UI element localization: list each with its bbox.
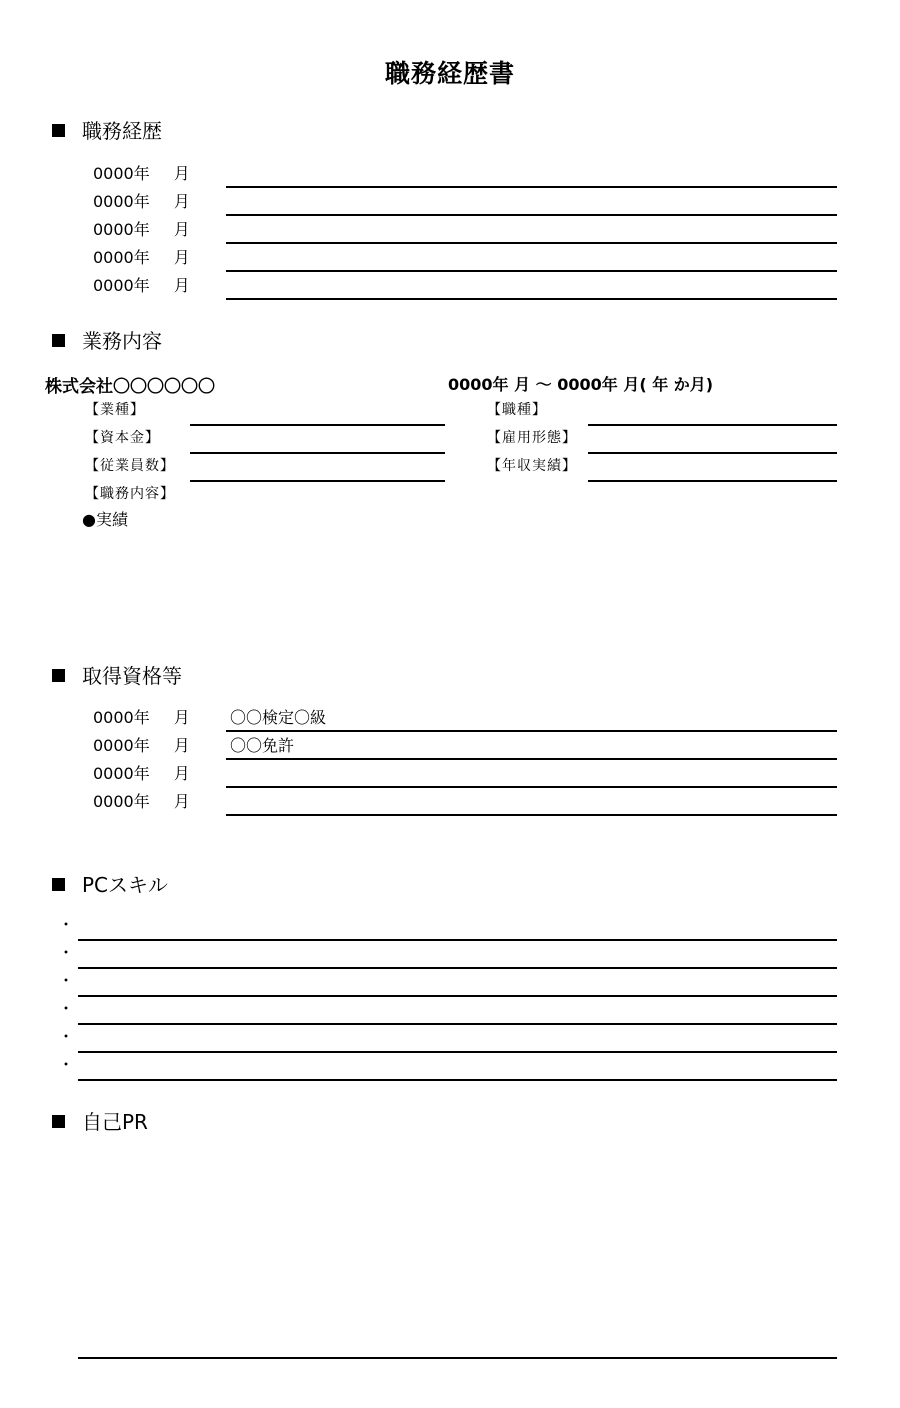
- square-bullet-icon: [52, 1115, 65, 1128]
- field-line-job-type[interactable]: [588, 424, 837, 426]
- pc-skill-bullet: ・: [58, 1055, 75, 1074]
- career-row-line[interactable]: [226, 298, 837, 300]
- pc-skill-line[interactable]: [78, 939, 837, 941]
- pc-skill-bullet: ・: [58, 943, 75, 962]
- pc-skill-bullet: ・: [58, 999, 75, 1018]
- achievement-label: ●実績: [82, 510, 128, 529]
- qualification-row-line[interactable]: [226, 730, 837, 732]
- qualification-row-date: 0000年 月: [93, 792, 190, 811]
- section-heading-duties: [52, 328, 162, 354]
- field-line-capital[interactable]: [190, 452, 445, 454]
- qualification-row-date: 0000年 月: [93, 708, 190, 727]
- career-row-date: 0000年 月: [93, 276, 190, 295]
- qualification-row-line[interactable]: [226, 758, 837, 760]
- field-label-employment-type: 【雇用形態】: [487, 430, 577, 446]
- qualification-row-line[interactable]: [226, 786, 837, 788]
- section-heading-qualifications: [52, 663, 182, 689]
- pc-skill-line[interactable]: [78, 1051, 837, 1053]
- section-heading-self-pr-text: 自己PR: [82, 1110, 148, 1134]
- field-label-duty-content: 【職務内容】: [85, 486, 175, 502]
- section-heading-pc-skills: [52, 872, 168, 898]
- career-row-line[interactable]: [226, 214, 837, 216]
- qualification-row-date: 0000年 月: [93, 736, 190, 755]
- career-row-date: 0000年 月: [93, 192, 190, 211]
- qualification-row-text: 〇〇免許: [230, 736, 295, 755]
- square-bullet-icon: [52, 878, 65, 891]
- qualification-row-text: 〇〇検定〇級: [230, 708, 327, 727]
- section-heading-pc-skills-text: PCスキル: [82, 873, 168, 897]
- field-label-industry: 【業種】: [85, 402, 145, 418]
- career-row-line[interactable]: [226, 242, 837, 244]
- company-name: 株式会社〇〇〇〇〇〇: [45, 377, 215, 397]
- field-line-employment-type[interactable]: [588, 452, 837, 454]
- section-heading-duties-text: 業務内容: [82, 329, 162, 353]
- field-label-job-type: 【職種】: [487, 402, 547, 418]
- career-row-line[interactable]: [226, 270, 837, 272]
- square-bullet-icon: [52, 124, 65, 137]
- pc-skill-bullet: ・: [58, 1027, 75, 1046]
- field-line-industry[interactable]: [190, 424, 445, 426]
- career-row-date: 0000年 月: [93, 220, 190, 239]
- pc-skill-line[interactable]: [78, 995, 837, 997]
- square-bullet-icon: [52, 669, 65, 682]
- qualification-row-date: 0000年 月: [93, 764, 190, 783]
- field-line-employees[interactable]: [190, 480, 445, 482]
- section-heading-qualifications-text: 取得資格等: [82, 664, 182, 688]
- self-pr-bottom-line: [78, 1357, 837, 1359]
- pc-skill-line[interactable]: [78, 1079, 837, 1081]
- career-row-date: 0000年 月: [93, 248, 190, 267]
- square-bullet-icon: [52, 334, 65, 347]
- document-title: 職務経歴書: [384, 59, 515, 88]
- qualification-row-line[interactable]: [226, 814, 837, 816]
- field-label-employees: 【従業員数】: [85, 458, 175, 474]
- field-line-annual-income[interactable]: [588, 480, 837, 482]
- pc-skill-bullet: ・: [58, 915, 75, 934]
- pc-skill-bullet: ・: [58, 971, 75, 990]
- employment-period: 0000年 月 ～ 0000年 月( 年 か月): [448, 375, 714, 394]
- pc-skill-line[interactable]: [78, 1023, 837, 1025]
- field-label-capital: 【資本金】: [85, 430, 160, 446]
- section-heading-self-pr: [52, 1109, 148, 1135]
- section-heading-career-text: 職務経歴: [82, 119, 162, 143]
- field-label-annual-income: 【年収実績】: [487, 458, 577, 474]
- section-heading-career: [52, 118, 162, 144]
- career-row-date: 0000年 月: [93, 164, 190, 183]
- pc-skill-line[interactable]: [78, 967, 837, 969]
- career-row-line[interactable]: [226, 186, 837, 188]
